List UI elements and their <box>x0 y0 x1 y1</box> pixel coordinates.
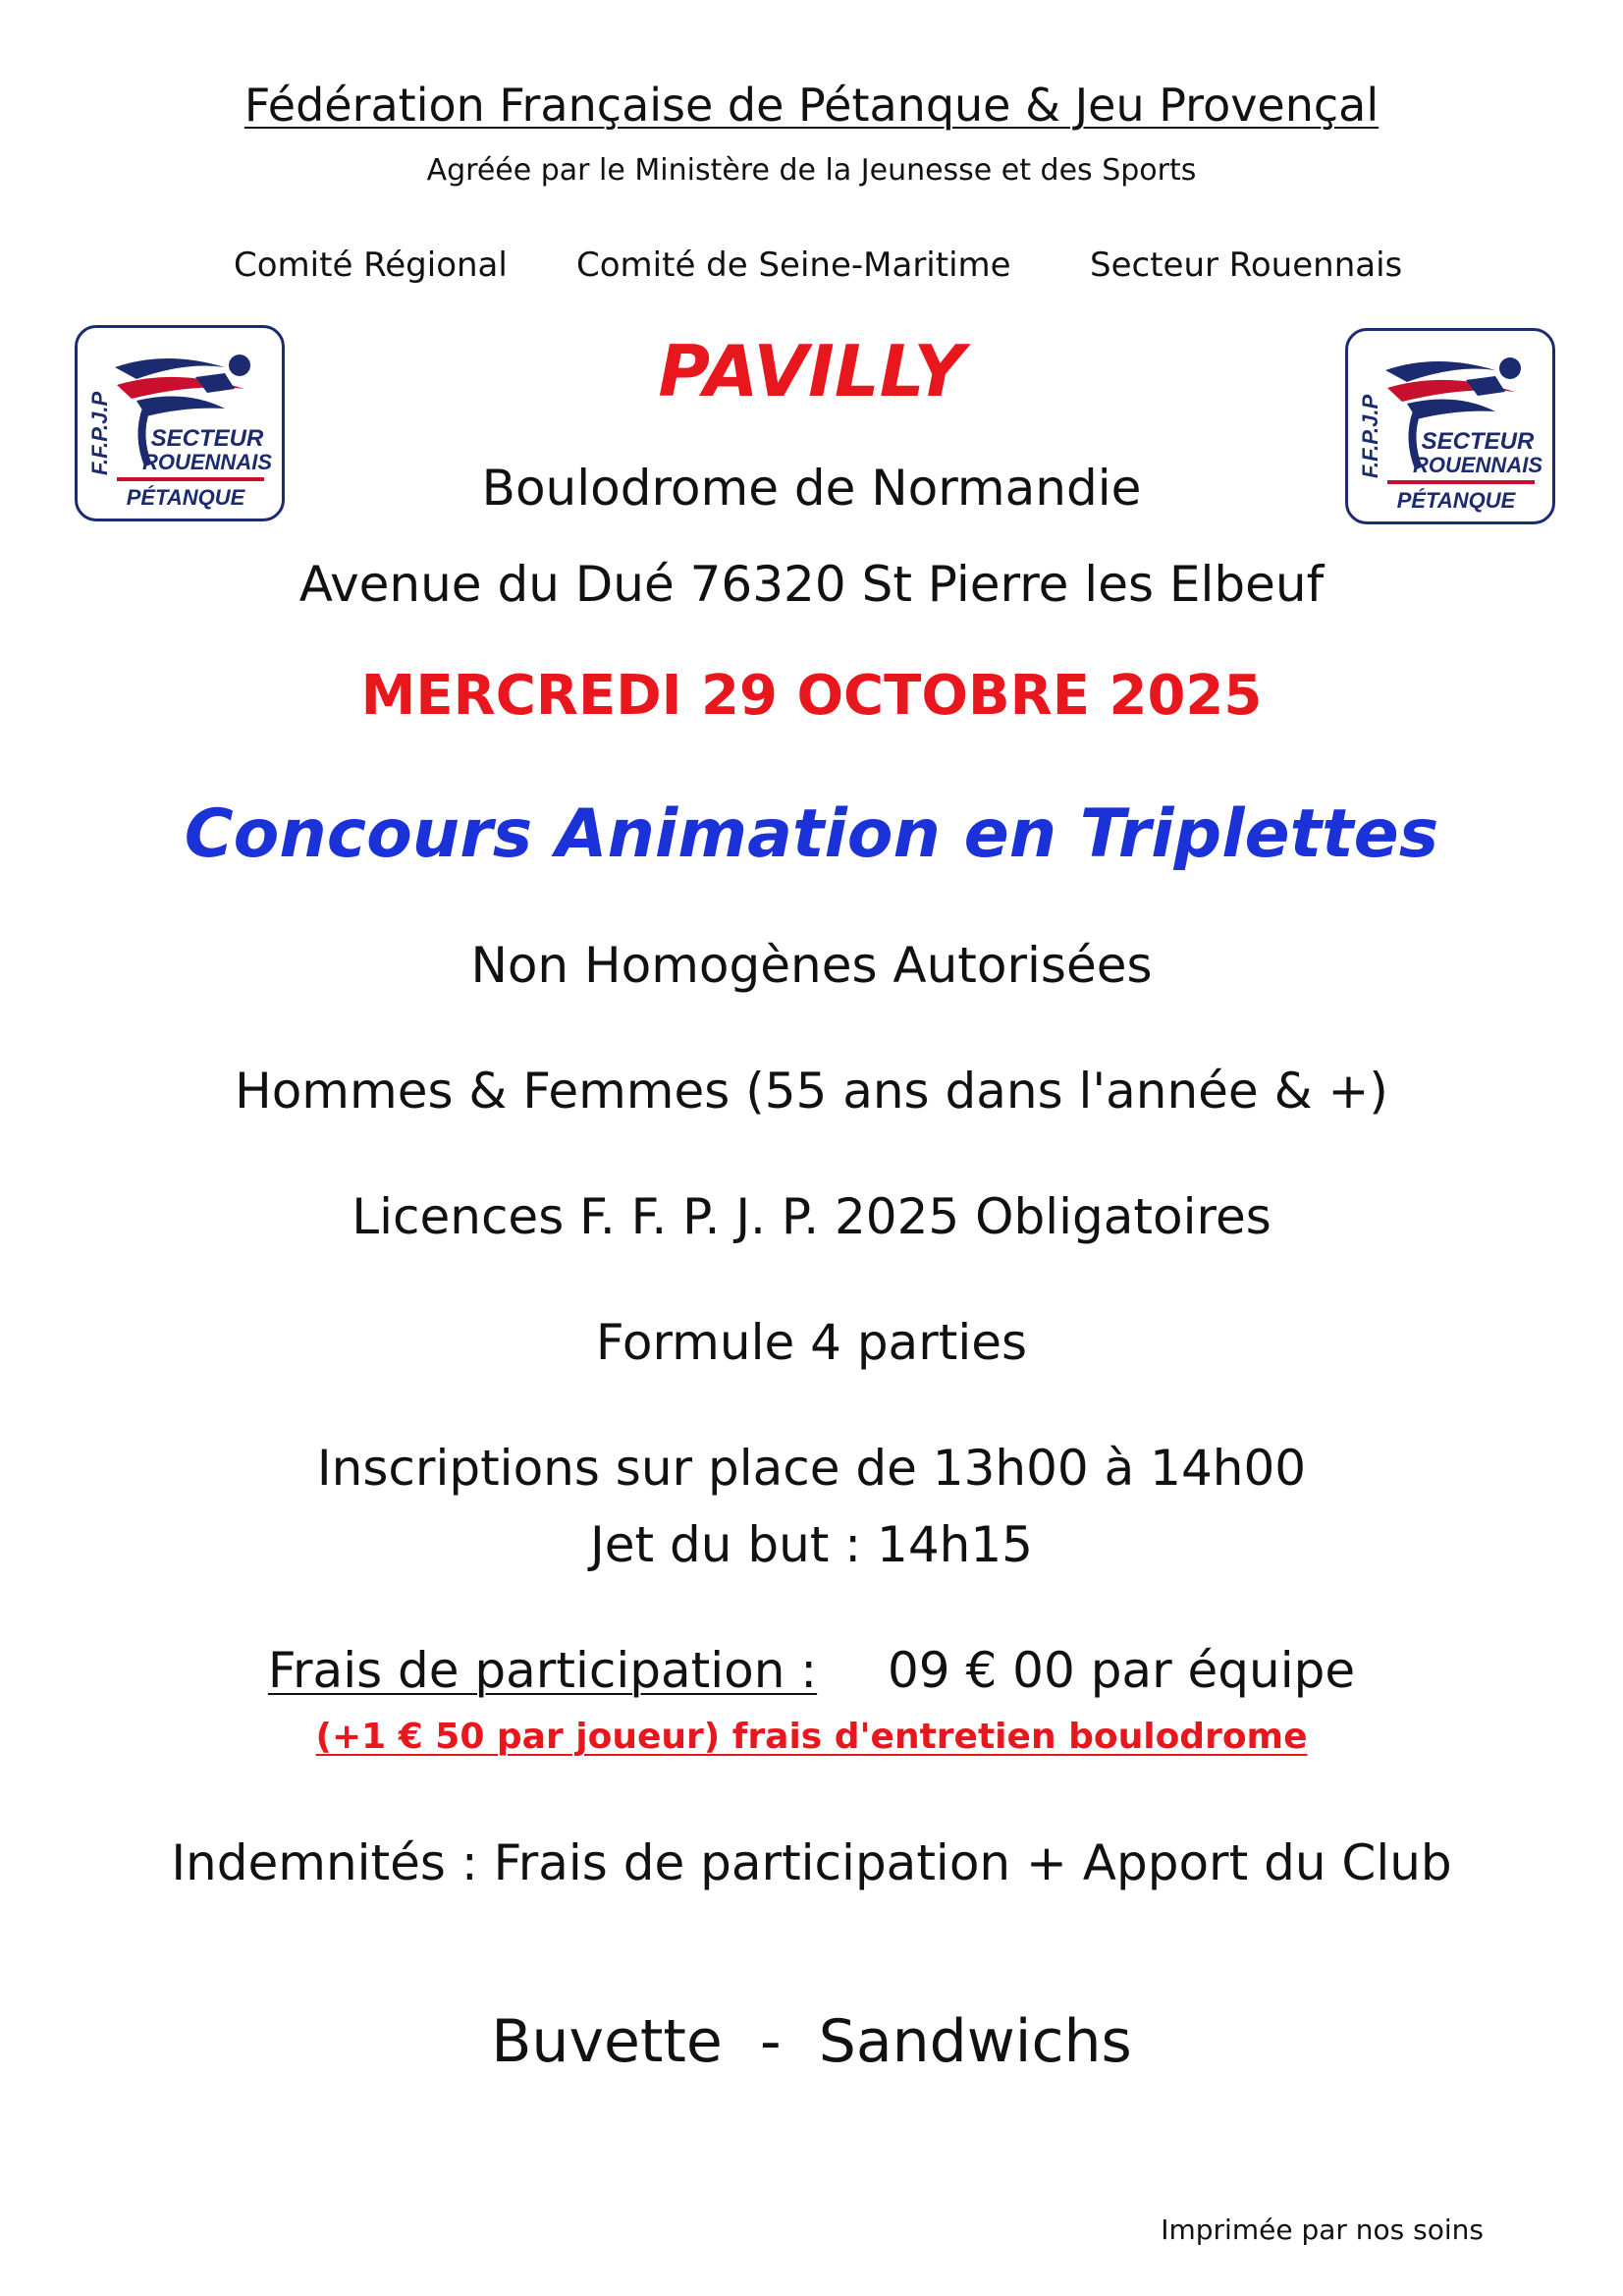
licence-rule: Licences F. F. P. J. P. 2025 Obligatoires <box>352 1188 1271 1245</box>
logo-side-text: F.F.P.J.P <box>1358 394 1382 478</box>
prizes: Indemnités : Frais de participation + Apport du Club <box>171 1834 1452 1891</box>
logo-line1: SECTEUR <box>150 425 264 452</box>
event-date: MERCREDI 29 OCTOBRE 2025 <box>360 664 1263 728</box>
fee-note: (+1 € 50 par joueur) frais d'entretien boulodrome <box>315 1717 1308 1757</box>
fee-label: Frais de participation : <box>267 1642 818 1699</box>
logo-line2: ROUENNAIS <box>141 450 273 474</box>
start-time: Jet du but : 14h15 <box>590 1516 1033 1573</box>
registration-time: Inscriptions sur place de 13h00 à 14h00 <box>316 1440 1307 1497</box>
event-venue: Boulodrome de Normandie <box>481 460 1142 517</box>
event-title: Concours Animation en Triplettes <box>184 795 1439 873</box>
logo-bottom: PÉTANQUE <box>126 485 245 510</box>
committee-regional: Comité Régional <box>234 246 508 285</box>
fee-line <box>0 1642 1623 1699</box>
logo-line1: SECTEUR <box>1421 428 1535 455</box>
committee-row <box>0 246 1623 289</box>
event-city: PAVILLY <box>658 330 965 412</box>
homogeneity-rule: Non Homogènes Autorisées <box>470 937 1153 994</box>
logo-bottom: PÉTANQUE <box>1396 488 1516 513</box>
fee-note-line <box>0 1717 1623 1757</box>
event-address: Avenue du Dué 76320 St Pierre les Elbeuf <box>298 556 1325 613</box>
agreement-subtitle: Agréée par le Ministère de la Jeunesse et des Sports <box>426 153 1197 188</box>
game-format: Formule 4 parties <box>595 1314 1028 1371</box>
refreshments: Buvette - Sandwichs <box>491 2007 1132 2076</box>
logo-line2: ROUENNAIS <box>1412 453 1543 477</box>
federation-title: Fédération Française de Pétanque & Jeu Provençal <box>243 79 1380 132</box>
committee-secteur: Secteur Rouennais <box>1090 246 1403 285</box>
fee-value: 09 € 00 par équipe <box>887 1642 1356 1699</box>
printed-note: Imprimée par nos soins <box>1161 2214 1484 2246</box>
category-rule: Hommes & Femmes (55 ans dans l'année & +) <box>235 1063 1388 1120</box>
committee-seine-maritime: Comité de Seine-Maritime <box>576 246 1011 285</box>
logo-side-text: F.F.P.J.P <box>87 391 112 475</box>
